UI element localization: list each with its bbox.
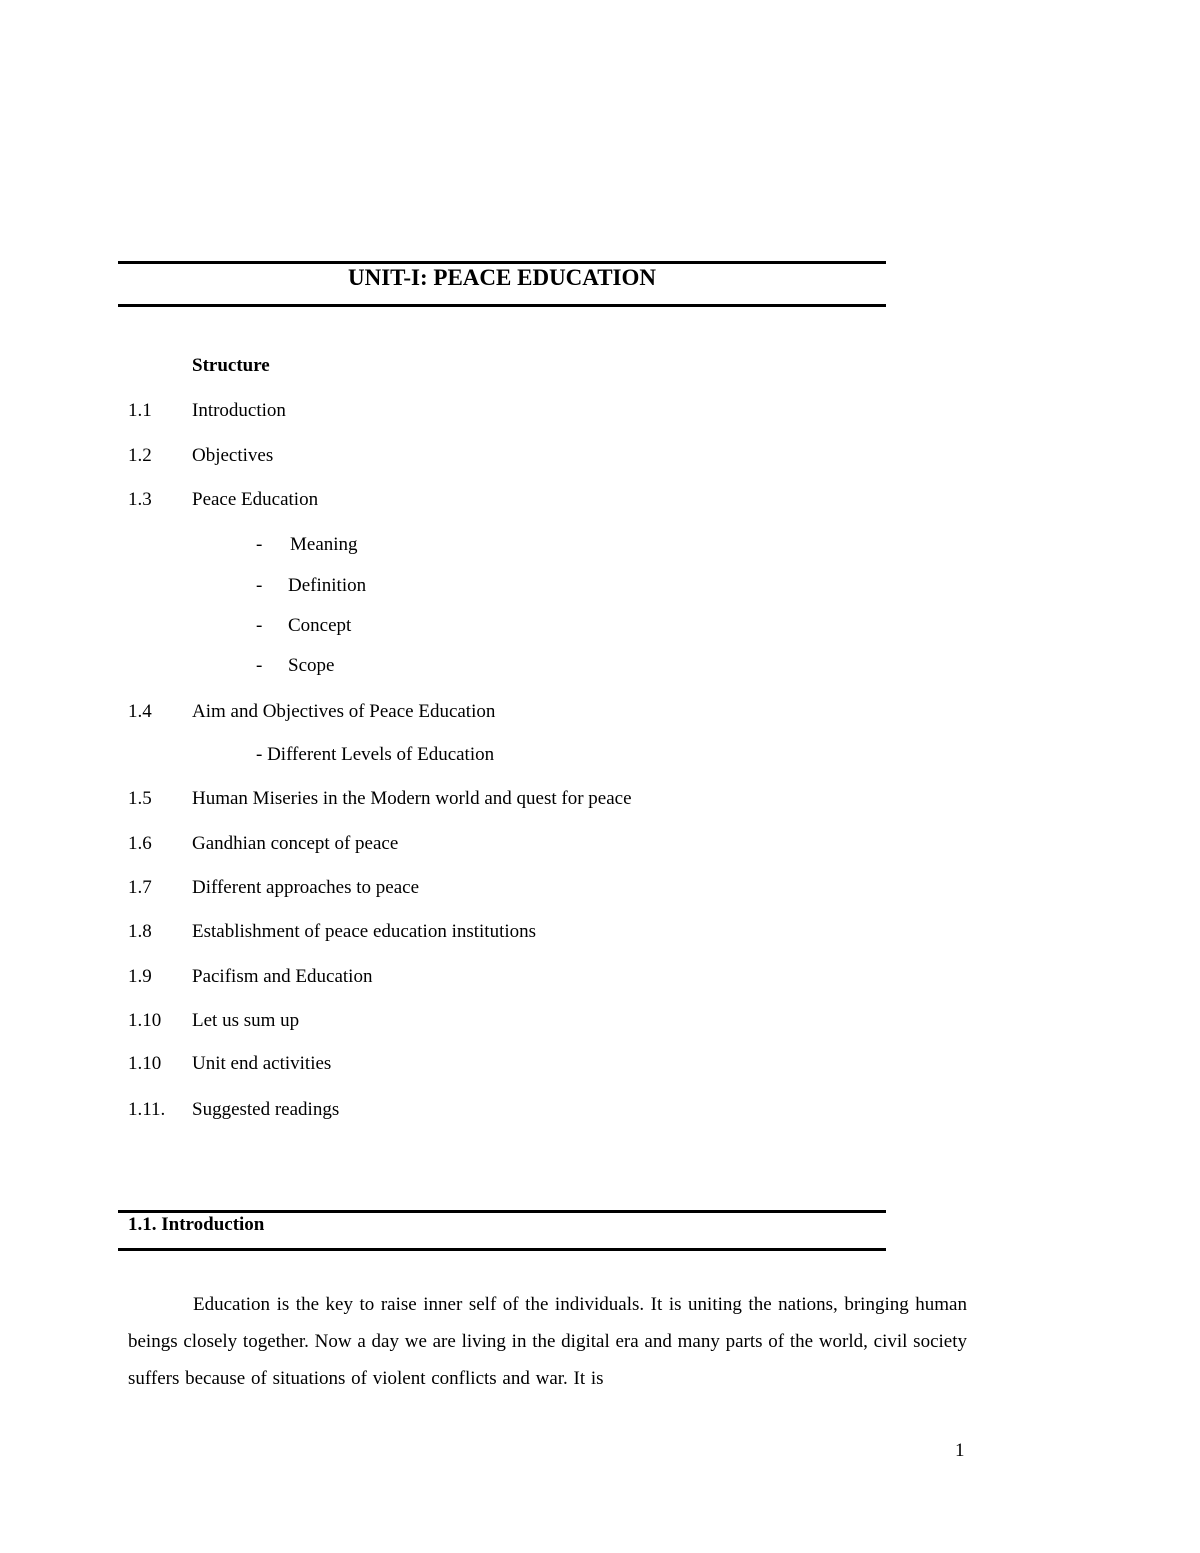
toc-number: 1.3 — [128, 489, 152, 510]
list-dash: - — [256, 575, 263, 596]
toc-title: Let us sum up — [192, 1010, 300, 1031]
section-bottom-rule — [118, 1248, 886, 1251]
toc-title: Peace Education — [192, 489, 319, 510]
toc-number: 1.2 — [128, 445, 152, 466]
toc-number: 1.10 — [128, 1053, 162, 1074]
list-dash: - — [256, 534, 263, 555]
title-bottom-rule — [118, 304, 886, 307]
toc-number: 1.10 — [128, 1010, 162, 1031]
toc-number: 1.7 — [128, 877, 152, 898]
toc-number: 1.5 — [128, 788, 152, 809]
toc-number: 1.11. — [128, 1099, 166, 1120]
toc-title: Human Miseries in the Modern world and quest for peace — [192, 788, 632, 809]
toc-title: Aim and Objectives of Peace Education — [192, 701, 496, 722]
subitem-text: Meaning — [290, 534, 358, 555]
toc-number: 1.1 — [128, 400, 152, 421]
toc-title: Suggested readings — [192, 1099, 340, 1120]
toc-title: Introduction — [192, 400, 286, 421]
subitem-text: Definition — [288, 575, 367, 596]
toc-number: 1.8 — [128, 921, 152, 942]
subitem-text: Scope — [288, 655, 335, 676]
toc-title: Gandhian concept of peace — [192, 833, 399, 854]
intro-paragraph: Education is the key to raise inner self of the individuals. It is uniting the nations, bringing human beings closely together. Now a day we are living in the digital era and many parts of the world, civil society suffers because of situations of violent conflicts and war. It is — [128, 1294, 967, 1389]
unit-title: UNIT-I: PEACE EDUCATION — [348, 265, 656, 290]
page-number: 1 — [955, 1440, 965, 1461]
list-dash: - — [256, 615, 263, 636]
subitem-different-levels: - Different Levels of Education — [256, 744, 495, 765]
toc-number: 1.9 — [128, 966, 152, 987]
toc-number: 1.4 — [128, 701, 152, 722]
toc-number: 1.6 — [128, 833, 152, 854]
toc-title: Establishment of peace education institutions — [192, 921, 537, 942]
section-heading: 1.1. Introduction — [128, 1214, 265, 1235]
toc-title: Different approaches to peace — [192, 877, 419, 898]
toc-title: Objectives — [192, 445, 274, 466]
toc-title: Unit end activities — [192, 1053, 332, 1074]
toc-title: Pacifism and Education — [192, 966, 373, 987]
subitem-text: Concept — [288, 615, 352, 636]
structure-heading: Structure — [192, 355, 270, 376]
list-dash: - — [256, 655, 263, 676]
